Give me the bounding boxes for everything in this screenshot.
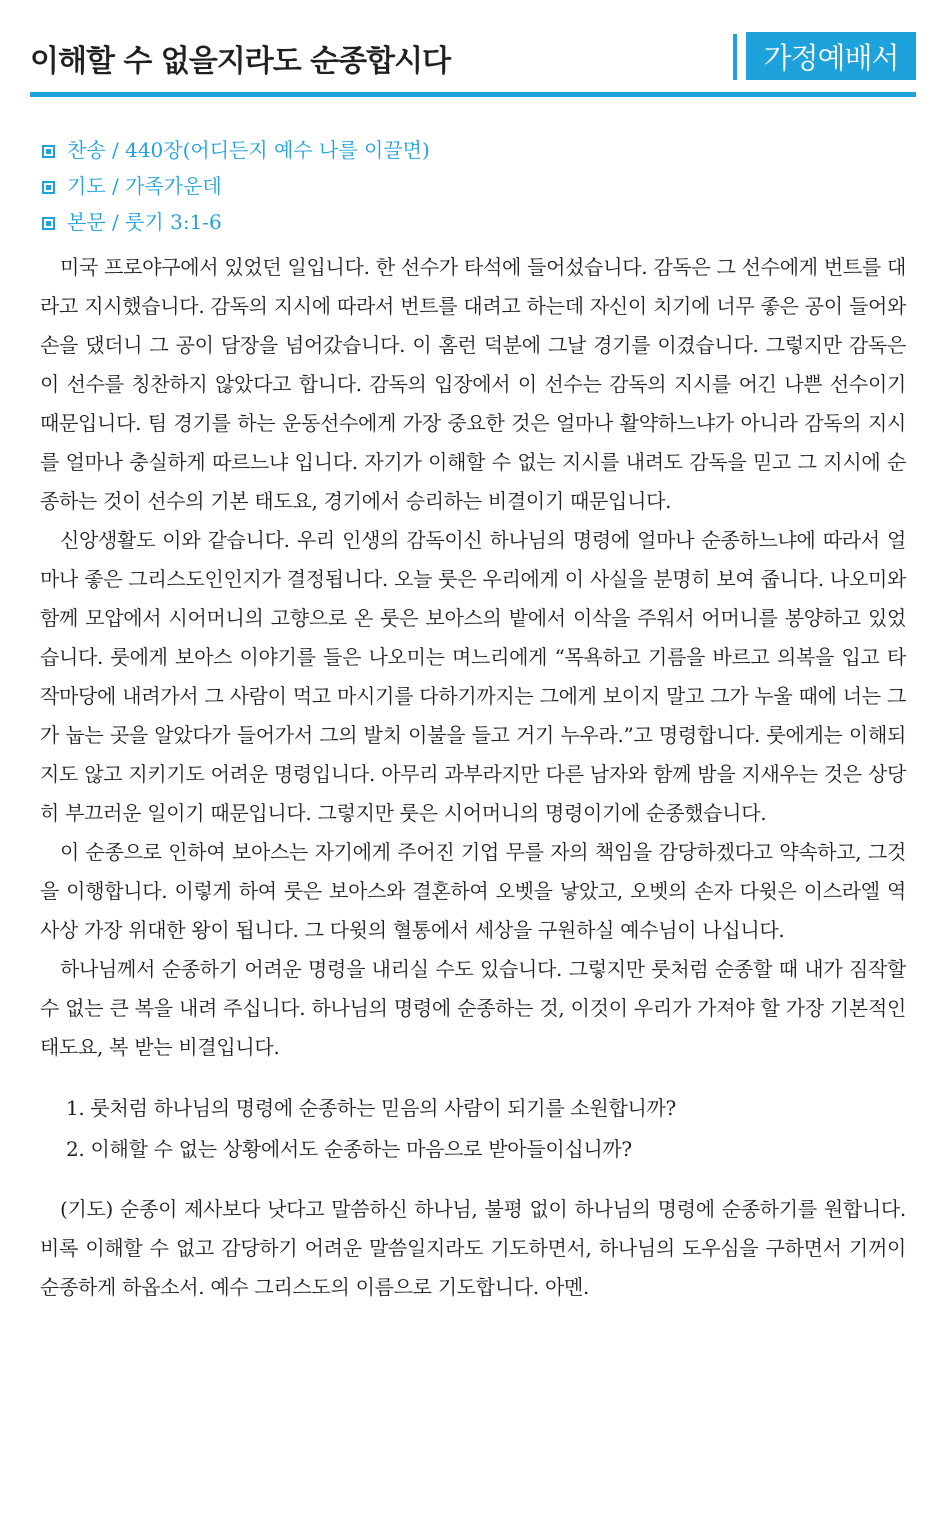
worship-info (42, 132, 430, 240)
square-bullet-icon (42, 145, 55, 158)
page-header (30, 30, 916, 97)
paragraph-1: 미국 프로야구에서 있었던 일입니다. 한 선수가 타석에 들어섰습니다. 감독은 그 선수에게 번트를 대라고 지시했습니다. 감독의 지시에 따라서 번트를 대려고 하는데 자신이 치기에 너무 좋은 공이 들어와 손을 댔더니 그 공이 담장을 넘어갔습니다. 이 홈런 덕분에 그날 경기를 이겼습니다. 그렇지만 감독은 이 선수를 칭찬하지 않았다고 합니다. 감독의 입장에서 이 선수는 감독의 지시를 어긴 나쁜 선수이기 때문입니다. 팀 경기를 하는 운동선수에게 가장 중요한 것은 얼마나 활약하느냐가 아니라 감독의 지시를 얼마나 충실하게 따르느냐 입니다. 자기가 이해할 수 없는 지시를 내려도 감독을 믿고 그 지시에 순종하는 것이 선수의 기본 태도요, 경기에서 승리하는 비결이기 때문입니다. (40, 255, 906, 513)
hymn-text: 찬송 / 440장(어디든지 예수 나를 이끌면) (67, 138, 430, 162)
prayer-leader-line (42, 168, 430, 204)
square-bullet-icon (42, 217, 55, 230)
paragraph-4: 하나님께서 순종하기 어려운 명령을 내리실 수도 있습니다. 그렇지만 룻처럼 순종할 때 내가 짐작할 수 없는 큰 복을 내려 주십니다. 하나님의 명령에 순종하는 것, 이것이 우리가 가져야 할 가장 기본적인 태도요, 복 받는 비결입니다. (40, 957, 906, 1059)
hymn-line (42, 132, 430, 168)
question-1: 1. 룻처럼 하나님의 명령에 순종하는 믿음의 사람이 되기를 소원합니까? (66, 1096, 676, 1120)
question-2: 2. 이해할 수 없는 상황에서도 순종하는 마음으로 받아들이십니까? (66, 1137, 632, 1161)
prayer-leader-text: 기도 / 가족가운데 (67, 174, 222, 198)
paragraph-3: 이 순종으로 인하여 보아스는 자기에게 주어진 기업 무를 자의 책임을 감당하겠다고 약속하고, 그것을 이행합니다. 이렇게 하여 룻은 보아스와 결혼하여 오벳을 낳았고, 오벳의 손자 다윗은 이스라엘 역사상 가장 위대한 왕이 됩니다. 그 다윗의 혈통에서 세상을 구원하실 예수님이 나십니다. (40, 840, 906, 942)
page-title: 이해할 수 없을지라도 순종합시다 (30, 44, 451, 79)
paragraph-2: 신앙생활도 이와 같습니다. 우리 인생의 감독이신 하나님의 명령에 얼마나 순종하느냐에 따라서 얼마나 좋은 그리스도인인지가 결정됩니다. 오늘 룻은 우리에게 이 사실을 분명히 보여 줍니다. 나오미와 함께 모압에서 시어머니의 고향으로 온 룻은 보아스의 밭에서 이삭을 주워서 어머니를 봉양하고 있었습니다. 룻에게 보아스 이야기를 들은 나오미는 며느리에게 “목욕하고 기름을 바르고 의복을 입고 타작마당에 내려가서 그 사람이 먹고 마시기를 다하기까지는 그에게 보이지 말고 그가 누울 때에 너는 그가 눕는 곳을 알았다가 들어가서 그의 발치 이불을 들고 거기 누우라.”고 명령합니다. 룻에게는 이해되지도 않고 지키기도 어려운 명령입니다. 아무리 과부라지만 다른 남자와 함께 밤을 지새우는 것은 상당히 부끄러운 일이기 때문입니다. 그렇지만 룻은 시어머니의 명령이기에 순종했습니다. (40, 528, 906, 825)
badge-divider (733, 34, 737, 80)
square-bullet-icon (42, 181, 55, 194)
closing-prayer: (기도) 순종이 제사보다 낫다고 말씀하신 하나님, 불평 없이 하나님의 명령에 순종하기를 원합니다. 비록 이해할 수 없고 감당하기 어려운 말씀일지라도 기도하면서, 하나님의 도우심을 구하면서 기꺼이 순종하게 하옵소서. 예수 그리스도의 이름으로 기도합니다. 아멘. (40, 1197, 906, 1299)
scripture-line (42, 204, 430, 240)
section-badge: 가정예배서 (746, 32, 916, 80)
reflection-questions (40, 1088, 906, 1170)
article-body (40, 248, 906, 1307)
scripture-text: 본문 / 룻기 3:1-6 (67, 210, 222, 234)
